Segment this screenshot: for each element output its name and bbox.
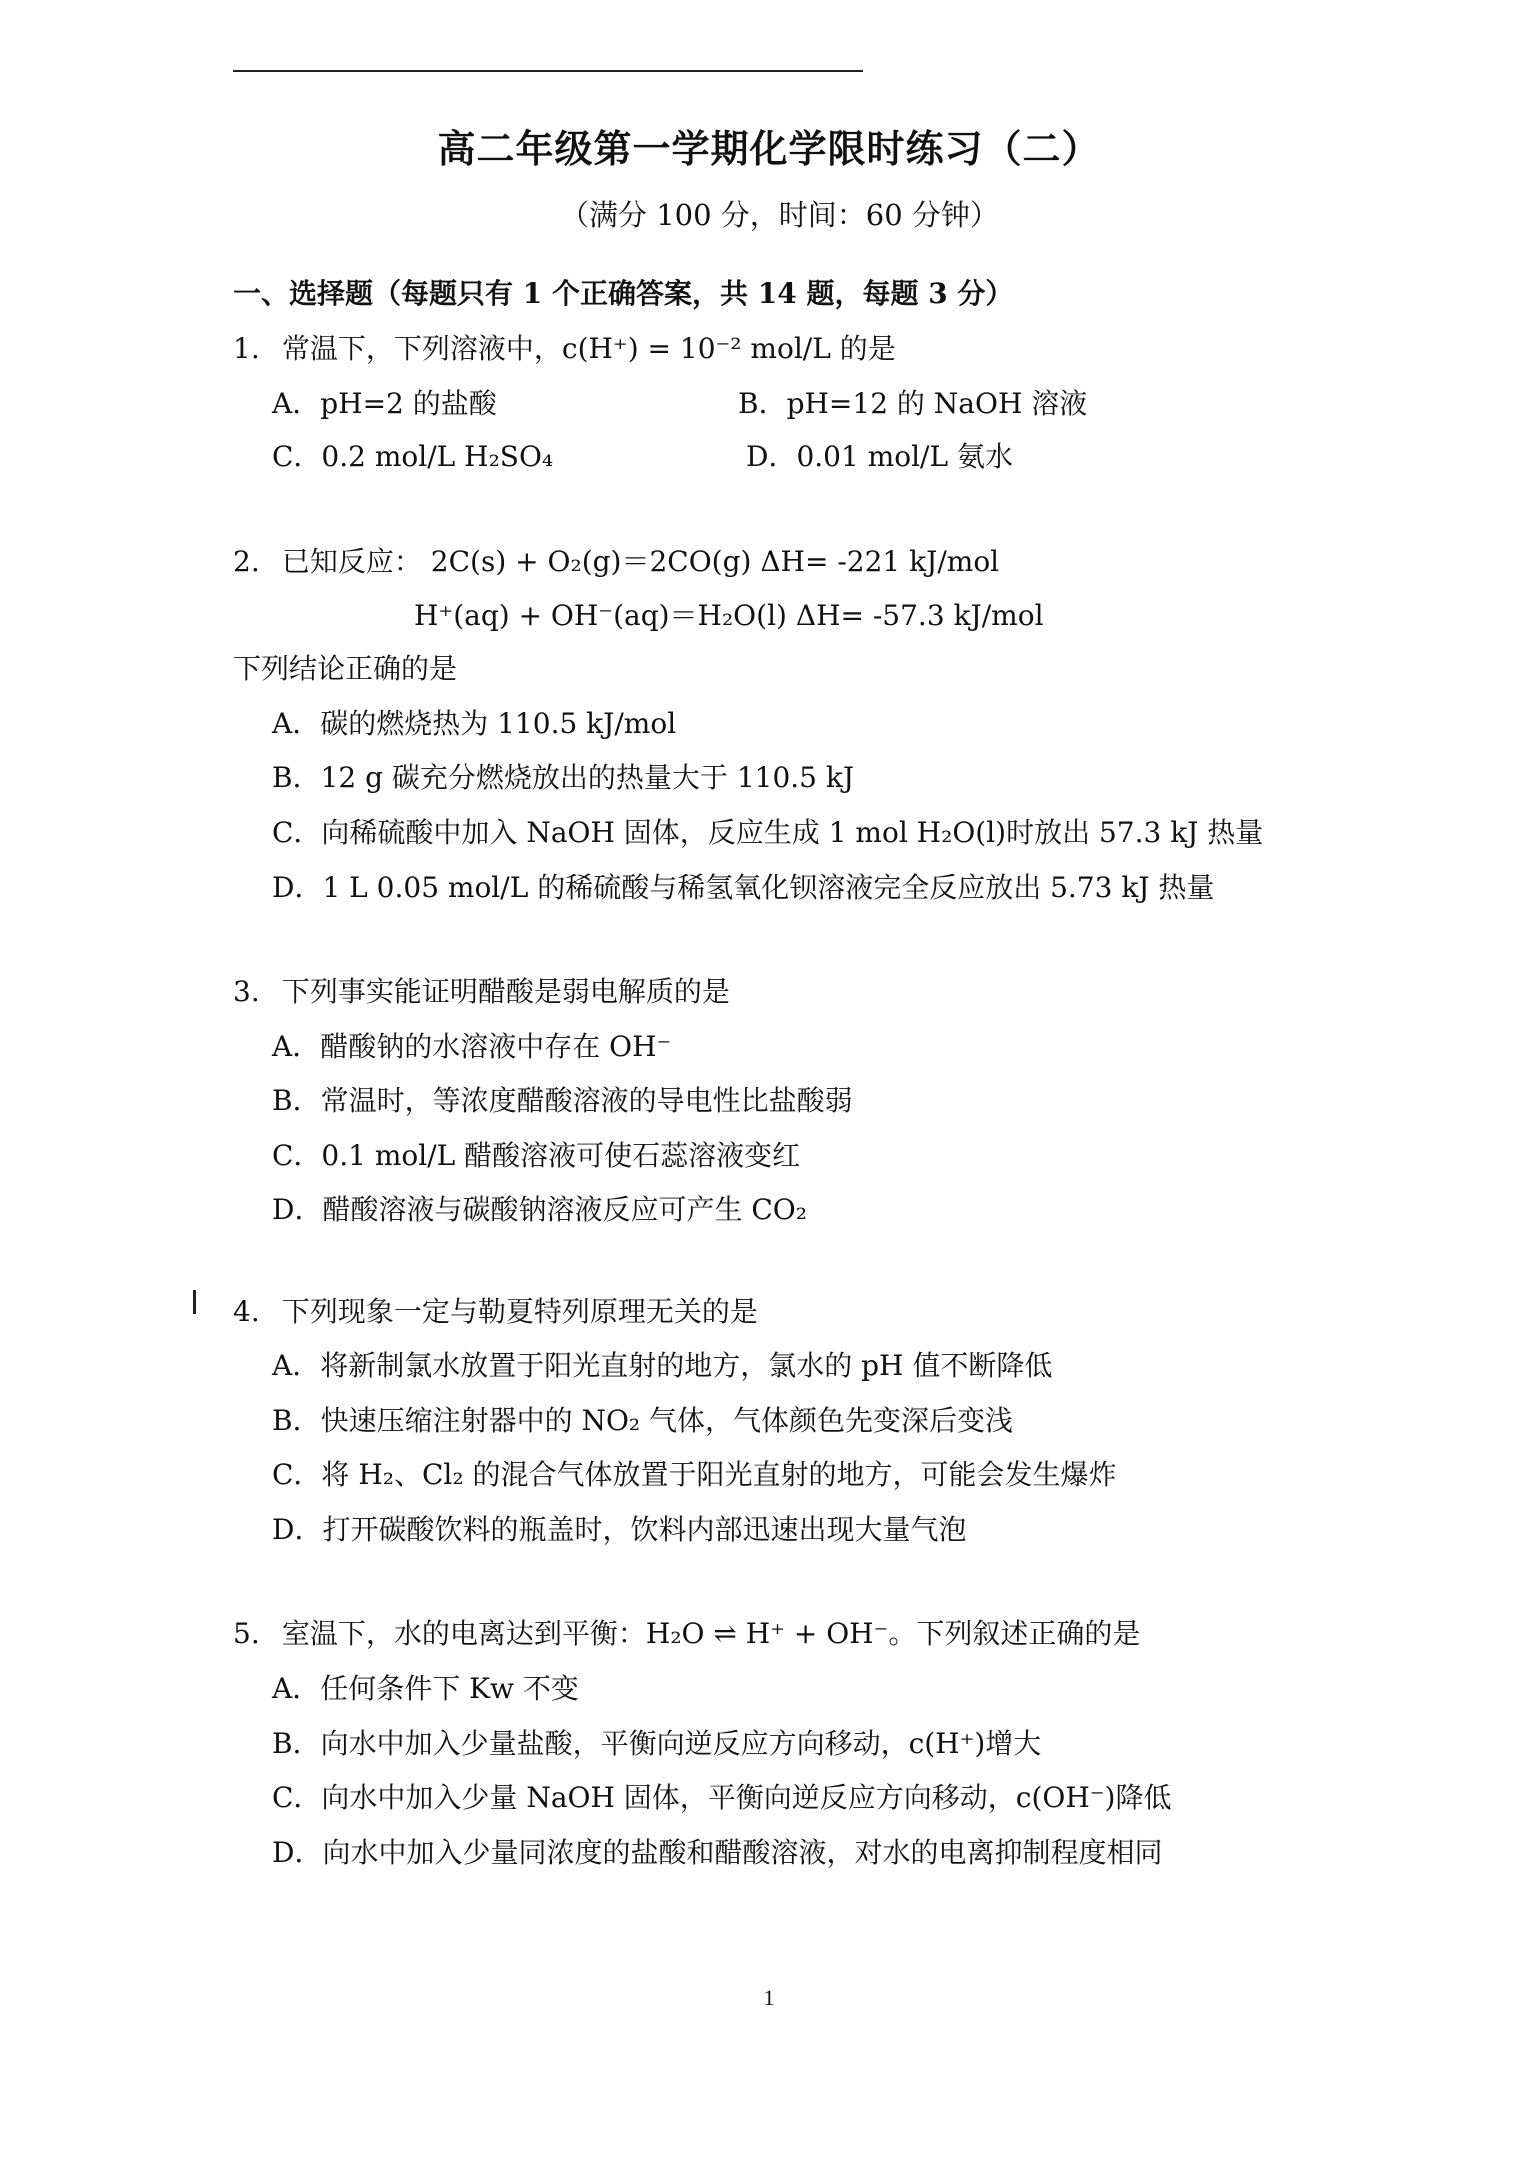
question-stem: 常温下，下列溶液中，c(H⁺) = 10⁻² mol/L 的是 [281, 332, 896, 365]
question-3 [233, 970, 730, 1010]
question-stem: 下列事实能证明醋酸是弱电解质的是 [281, 975, 730, 1008]
option-a: A．pH=2 的盐酸 [272, 387, 497, 420]
question-number: 3. [233, 975, 260, 1008]
question-number: 5. [233, 1617, 260, 1650]
option-b: B．常温时，等浓度醋酸溶液的导电性比盐酸弱 [272, 1084, 853, 1117]
question-number: 1. [233, 332, 260, 365]
option-d: D．醋酸溶液与碳酸钠溶液反应可产生 CO₂ [272, 1193, 807, 1226]
option-d: D．打开碳酸饮料的瓶盖时，饮料内部迅速出现大量气泡 [272, 1513, 967, 1546]
option-c: C．0.1 mol/L 醋酸溶液可使石蕊溶液变红 [272, 1139, 801, 1172]
question-5 [233, 1612, 1140, 1652]
question-prompt: 下列结论正确的是 [233, 652, 458, 685]
question-number: 2. [233, 545, 260, 578]
option-a: A．碳的燃烧热为 110.5 kJ/mol [272, 707, 677, 740]
option-d: D．向水中加入少量同浓度的盐酸和醋酸溶液，对水的电离抑制程度相同 [272, 1836, 1163, 1869]
question-number: 4. [233, 1295, 260, 1328]
page-title: 高二年级第一学期化学限时练习（二） [437, 126, 1101, 171]
page-number: 1 [763, 1985, 775, 2010]
question-stem: 下列现象一定与勒夏特列原理无关的是 [281, 1295, 758, 1328]
option-d: D．1 L 0.05 mol/L 的稀硫酸与稀氢氧化钡溶液完全反应放出 5.73 kJ 热量 [272, 871, 1215, 904]
section-heading: 一、选择题（每题只有 1 个正确答案，共 14 题，每题 3 分） [233, 277, 1014, 310]
question-1 [233, 327, 896, 367]
question-stem-equation-2: H⁺(aq) + OH⁻(aq)＝H₂O(l) ΔH= -57.3 kJ/mol [414, 599, 1044, 632]
option-c: C．向稀硫酸中加入 NaOH 固体，反应生成 1 mol H₂O(l)时放出 57.3 kJ 热量 [272, 816, 1264, 849]
question-stem: 室温下，水的电离达到平衡：H₂O ⇌ H⁺ + OH⁻。下列叙述正确的是 [281, 1617, 1141, 1650]
option-c: C．向水中加入少量 NaOH 固体，平衡向逆反应方向移动，c(OH⁻)降低 [272, 1781, 1172, 1814]
option-b: B．pH=12 的 NaOH 溶液 [738, 387, 1088, 420]
option-b: B．向水中加入少量盐酸，平衡向逆反应方向移动，c(H⁺)增大 [272, 1727, 1042, 1760]
option-d: D．0.01 mol/L 氨水 [746, 440, 1013, 473]
margin-mark [193, 1290, 196, 1314]
question-4 [233, 1290, 758, 1330]
page-subtitle: （满分 100 分，时间：60 分钟） [560, 198, 999, 232]
option-a: A．任何条件下 Kw 不变 [272, 1672, 579, 1705]
option-c: C．将 H₂、Cl₂ 的混合气体放置于阳光直射的地方，可能会发生爆炸 [272, 1458, 1117, 1491]
option-a: A．醋酸钠的水溶液中存在 OH⁻ [272, 1030, 672, 1063]
question-stem: 已知反应： 2C(s) + O₂(g)＝2CO(g) ΔH= -221 kJ/mol [281, 545, 1000, 578]
top-rule [233, 70, 863, 72]
question-2 [233, 540, 999, 580]
option-b: B．12 g 碳充分燃烧放出的热量大于 110.5 kJ [272, 761, 855, 794]
option-a: A．将新制氯水放置于阳光直射的地方，氯水的 pH 值不断降低 [272, 1349, 1053, 1382]
option-b: B．快速压缩注射器中的 NO₂ 气体，气体颜色先变深后变浅 [272, 1404, 1014, 1437]
option-c: C．0.2 mol/L H₂SO₄ [272, 440, 554, 473]
